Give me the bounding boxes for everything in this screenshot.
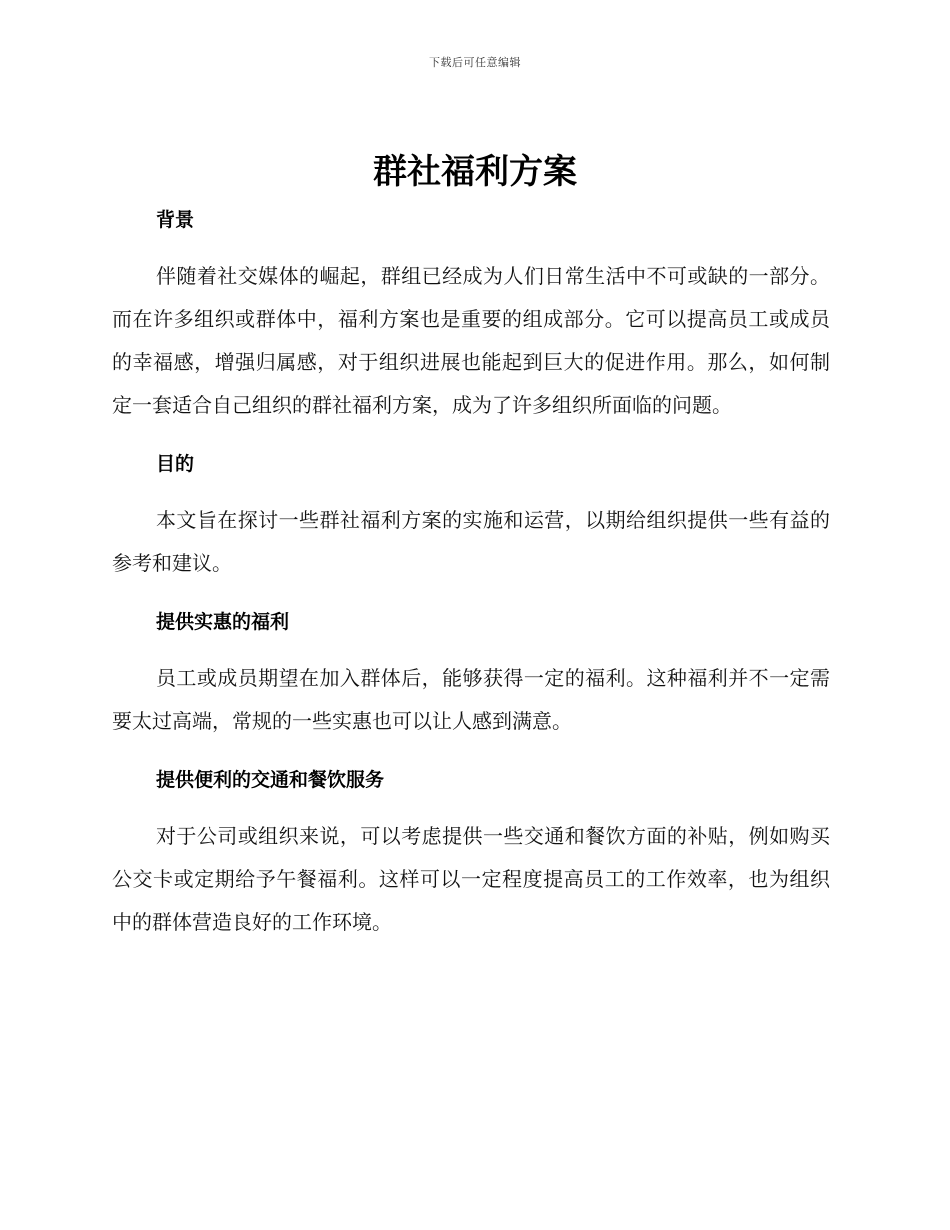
section-paragraph: 对于公司或组织来说，可以考虑提供一些交通和餐饮方面的补贴，例如购买公交卡或定期给予午餐福利。这样可以一定程度提高员工的工作效率，也为组织中的群体营造良好的工作环境。 xyxy=(112,824,830,934)
section-heading: 提供实惠的福利 xyxy=(156,611,290,633)
section-heading: 提供便利的交通和餐饮服务 xyxy=(156,769,385,791)
section-heading: 目的 xyxy=(156,453,195,475)
document-title: 群社福利方案 xyxy=(373,152,577,192)
section-paragraph: 本文旨在探讨一些群社福利方案的实施和运营，以期给组织提供一些有益的参考和建议。 xyxy=(112,508,830,575)
section-background xyxy=(112,203,830,447)
section-paragraph: 伴随着社交媒体的崛起，群组已经成为人们日常生活中不可或缺的一部分。而在许多组织或群体中，福利方案也是重要的组成部分。它可以提高员工或成员的幸福感，增强归属感，对于组织进展也能起到巨大的促进作用。那么，如何制定一套适合自己组织的群社福利方案，成为了许多组织所面临的问题。 xyxy=(112,264,830,417)
header-note: 下载后可任意编辑 xyxy=(429,56,521,69)
section-heading: 背景 xyxy=(156,209,195,231)
section-paragraph: 员工或成员期望在加入群体后，能够获得一定的福利。这种福利并不一定需要太过高端，常规的一些实惠也可以让人感到满意。 xyxy=(112,666,830,733)
section-affordable-benefits xyxy=(112,605,830,763)
section-purpose xyxy=(112,447,830,605)
section-transport-dining xyxy=(112,763,830,944)
document-body xyxy=(112,203,830,944)
